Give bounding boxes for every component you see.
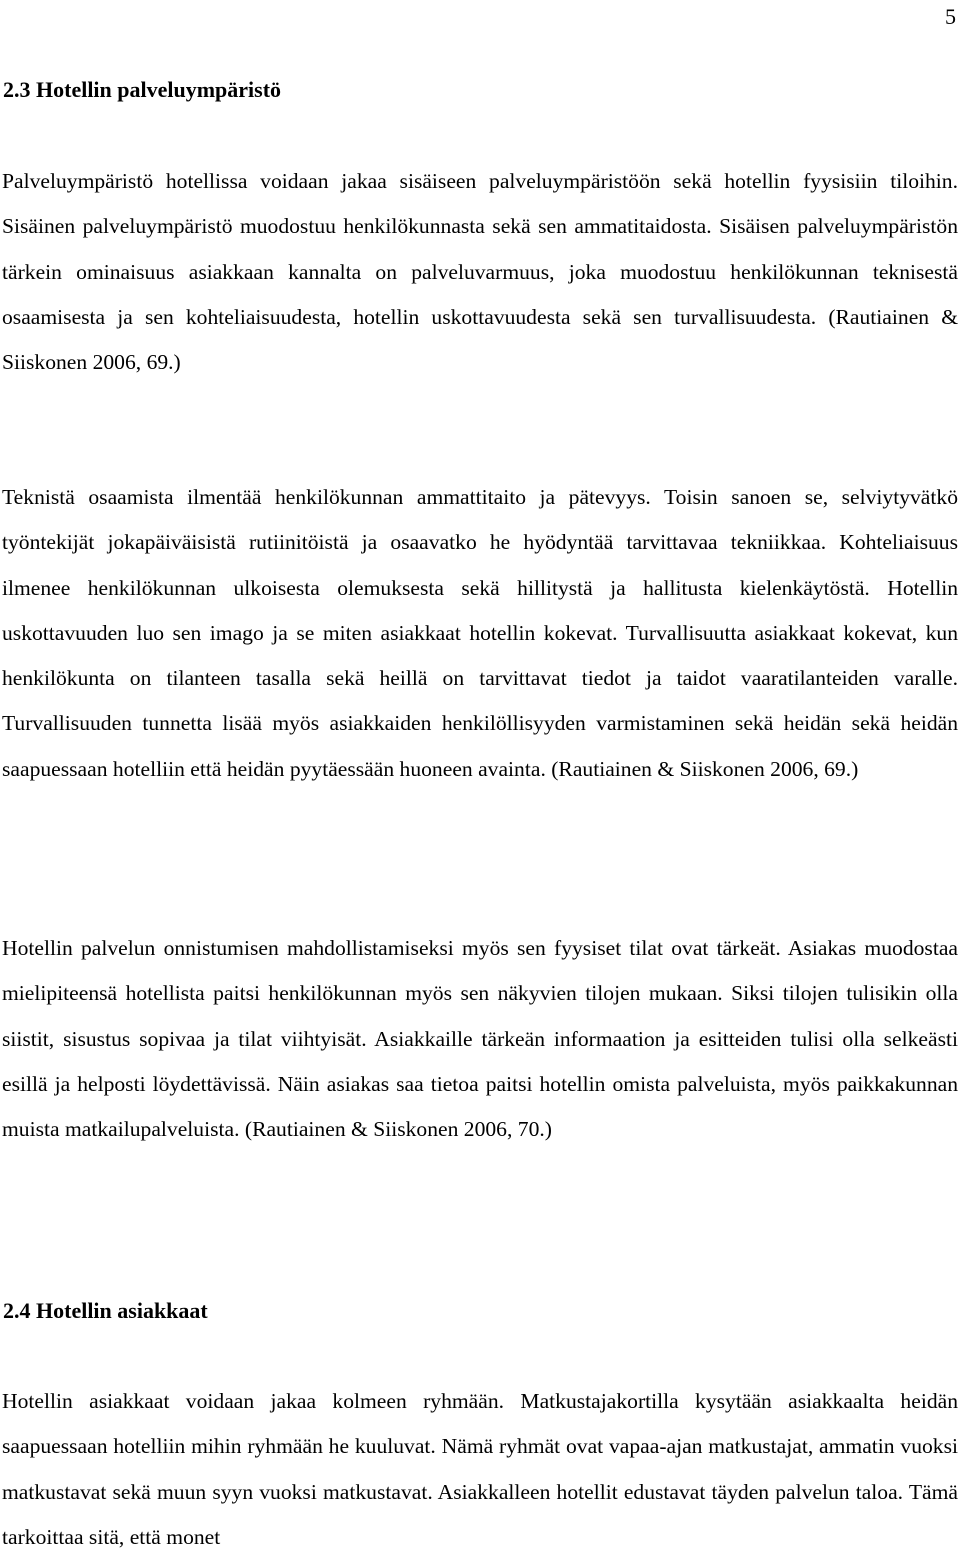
paragraph-teknista-osaamista: Teknistä osaamista ilmentää henkilökunnan ammattitaito ja pätevyys. Toisin sanoen se, selviytyvätkö työntekijät jokapäiväisistä rutiinitöistä ja osaavatko he hyödyntää tarvittavaa tekniikkaa. Kohteliaisuus ilmenee henkilökunnan ulkoisesta olemuksesta sekä hillitystä ja hallitusta kielenkäytöstä. Hotellin uskottavuuden luo sen imago ja se miten asiakkaat hotellin kokevat. Turvallisuutta asiakkaat kokevat, kun henkilökunta on tilanteen tasalla sekä heillä on tarvittavat tiedot ja taidot vaaratilanteiden varalle. Turvallisuuden tunnetta lisää myös asiakkaiden henkilöllisyyden varmistaminen sekä heidän sekä heidän saapuessaan hotelliin että heidän pyytäessään huoneen avainta. (Rautiainen & Siiskonen 2006, 69.) (2, 485, 958, 781)
section-heading-hotellin-palveluymparisto: 2.3 Hotellin palveluympäristö (3, 77, 282, 102)
section-heading-hotellin-asiakkaat: 2.4 Hotellin asiakkaat (3, 1298, 208, 1323)
page-number: 5 (945, 4, 956, 29)
paragraph-fyysiset-tilat: Hotellin palvelun onnistumisen mahdollistamiseksi myös sen fyysiset tilat ovat tärkeät. Asiakas muodostaa mielipiteensä hotellista paitsi henkilökunnan myös sen näkyvien tilojen mukaan. Siksi tilojen tulisikin olla siistit, sisustus sopivaa ja tilat viihtyisät. Asiakkaille tärkeän informaation ja esitteiden tulisi olla selkeästi esillä ja helposti löydettävissä. Näin asiakas saa tietoa paitsi hotellin omista palveluista, myös paikkakunnan muista matkailupalveluista. (Rautiainen & Siiskonen 2006, 70.) (2, 936, 958, 1142)
paragraph-asiakasryhmat: Hotellin asiakkaat voidaan jakaa kolmeen ryhmään. Matkustajakortilla kysytään asiakkaalta heidän saapuessaan hotelliin mihin ryhmään he kuuluvat. Nämä ryhmät ovat vapaa-ajan matkustajat, ammatin vuoksi matkustavat sekä muun syyn vuoksi matkustavat. Asiakkalleen hotellit edustavat täyden palvelun taloa. Tämä tarkoittaa sitä, että monet (2, 1389, 958, 1549)
paragraph-palveluymparisto: Palveluympäristö hotellissa voidaan jakaa sisäiseen palveluympäristöön sekä hotellin fyysisiin tiloihin. Sisäinen palveluympäristö muodostuu henkilökunnasta sekä sen ammatitaidosta. Sisäisen palveluympäristön tärkein ominaisuus asiakkaan kannalta on palveluvarmuus, joka muodostuu henkilökunnan teknisestä osaamisesta ja sen kohteliaisuudesta, hotellin uskottavuudesta sekä sen turvallisuudesta. (Rautiainen & Siiskonen 2006, 69.) (2, 169, 958, 375)
